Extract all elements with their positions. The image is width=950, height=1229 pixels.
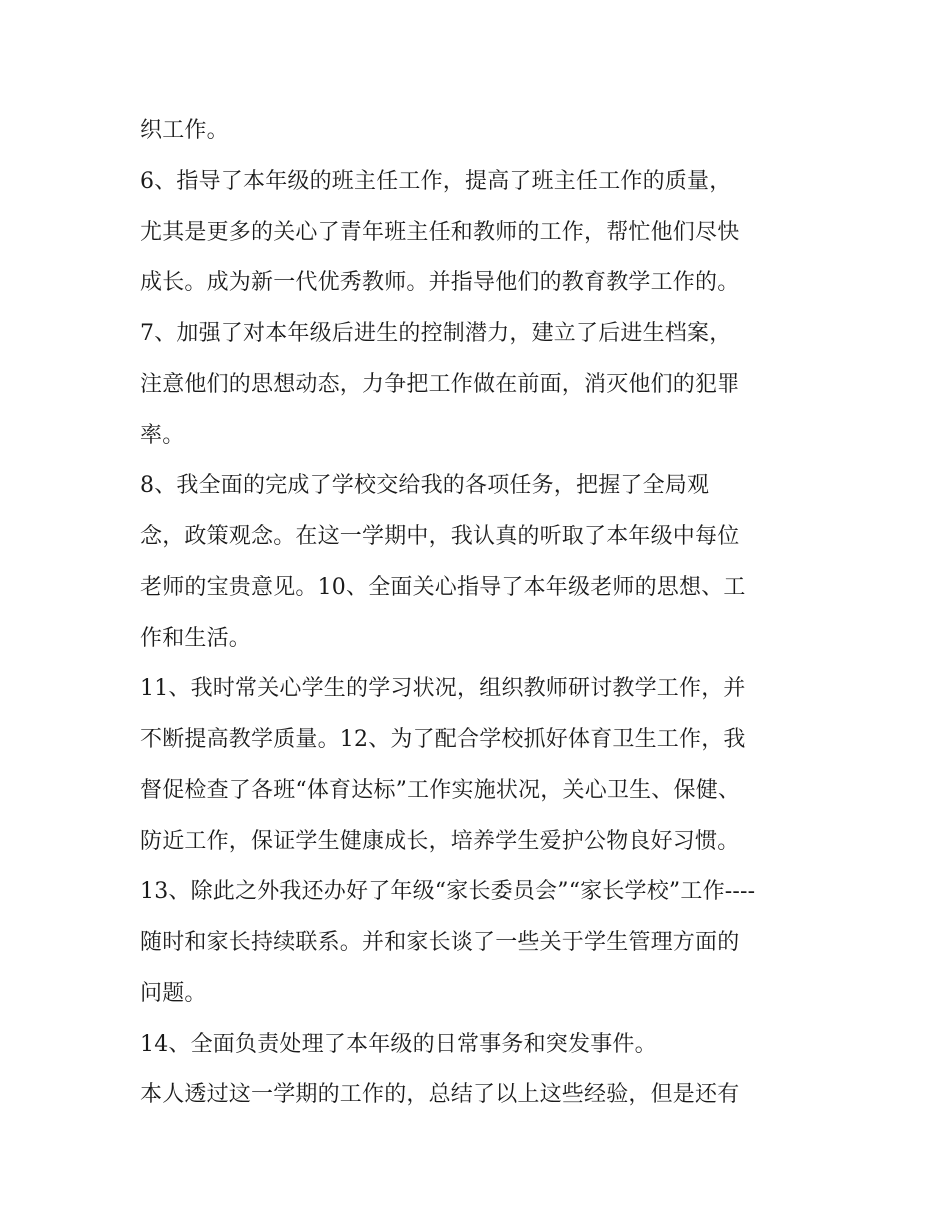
text-line: 防近工作，保证学生健康成长，培养学生爱护公物良好习惯。	[140, 828, 740, 854]
text-line: 念，政策观念。在这一学期中，我认真的听取了本年级中每位	[140, 524, 740, 549]
text-line: 率。	[140, 422, 185, 448]
text-line: 尤其是更多的关心了青年班主任和教师的工作，帮忙他们尽快	[140, 219, 740, 245]
text-line: 作和生活。	[140, 625, 252, 651]
text-line: 11、我时常关心学生的学习状况，组织教师研讨教学工作，并	[140, 676, 746, 702]
text-line: 老师的宝贵意见。10、全面关心指导了本年级老师的思想、工	[140, 574, 746, 600]
text-line: 8、我全面的完成了学校交给我的各项任务，把握了全局观	[140, 473, 710, 499]
text-line: 问题。	[140, 980, 207, 1006]
text-line: 织工作。	[140, 118, 229, 143]
text-line: 6、指导了本年级的班主任工作，提高了班主任工作的质量，	[140, 168, 732, 194]
text-line: 督促检查了各班“体育达标”工作实施状况，关心卫生、保健、	[140, 777, 741, 803]
text-line: 7、加强了对本年级后进生的控制潜力，建立了后进生档案，	[140, 321, 732, 346]
text-line: 随时和家长持续联系。并和家长谈了一些关于学生管理方面的	[140, 930, 740, 955]
text-line: 成长。成为新一代优秀教师。并指导他们的教育教学工作的。	[140, 270, 740, 296]
text-line: 不断提高教学质量。12、为了配合学校抓好体育卫生工作，我	[140, 727, 746, 752]
text-line: 本人透过这一学期的工作的，总结了以上这些经验，但是还有	[140, 1082, 740, 1108]
text-line: 注意他们的思想动态，力争把工作做在前面，消灭他们的犯罪	[140, 371, 740, 397]
text-line: 14、全面负责处理了本年级的日常事务和突发事件。	[140, 1031, 657, 1057]
body-text	[140, 106, 820, 1121]
text-line: 13、除此之外我还办好了年级“家长委员会”“家长学校”工作----	[140, 879, 756, 905]
